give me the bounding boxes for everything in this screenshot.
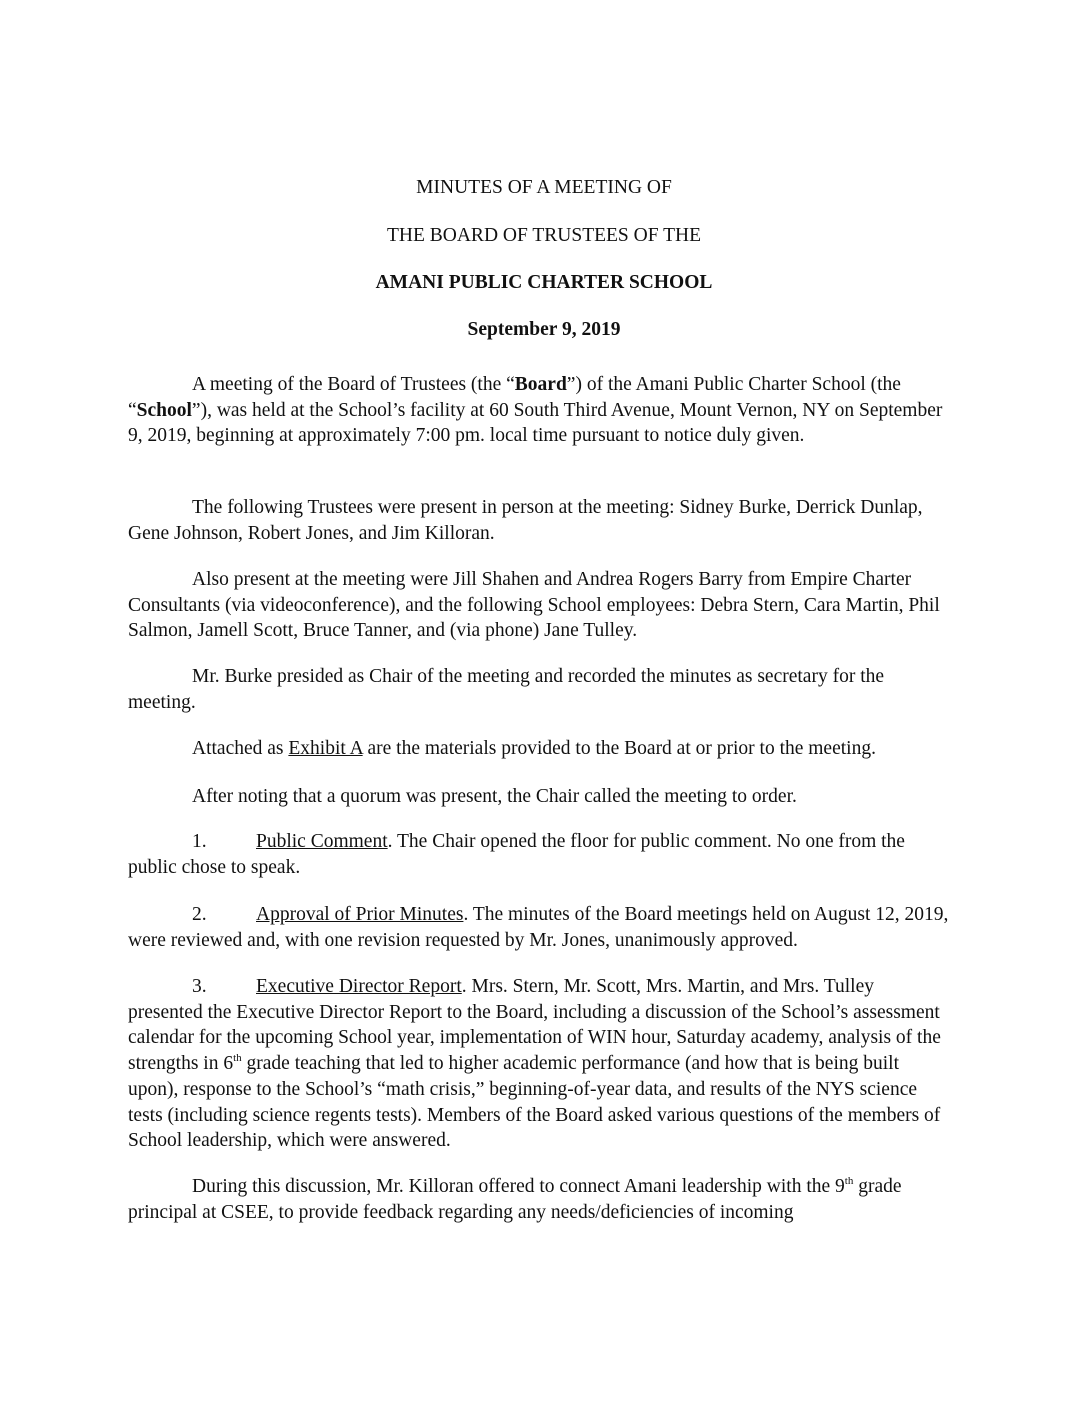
intro-text-a: A meeting of the Board of Trustees (the “: [192, 374, 515, 395]
item-title-prior-minutes: Approval of Prior Minutes: [256, 904, 464, 925]
heading-board: THE BOARD OF TRUSTEES OF THE: [386, 225, 702, 246]
ordinal-suffix: th: [233, 1052, 242, 1065]
paragraph-trustees-present: The following Trustees were present in person at the meeting: Sidney Burke, Derrick Dunlap, Gene Johnson, Robert Jones, and Jim Killoran.: [128, 497, 923, 544]
paragraph-chair: Mr. Burke presided as Chair of the meeting and recorded the minutes as secretary for the meeting.: [128, 666, 885, 713]
heading-school-name: AMANI PUBLIC CHARTER SCHOOL: [375, 272, 713, 293]
item-number: 3.: [192, 976, 207, 997]
discussion-text-b: grade principal at CSEE, to provide feedback regarding any needs/deficiencies of incoming: [128, 1176, 902, 1223]
paragraph-exhibit: [128, 736, 952, 762]
item-text: . The minutes of the Board meetings held on August 12, 2019, were reviewed and, with one revision requested by Mr. Jones, unanimously approved.: [128, 904, 949, 951]
item-title-public-comment: Public Comment: [256, 831, 388, 852]
agenda-item-2: [128, 902, 952, 953]
item-title-ed-report: Executive Director Report: [256, 976, 462, 997]
exhibit-text-a: Attached as: [192, 738, 289, 759]
item-number: 1.: [192, 831, 207, 852]
item-text-a: . Mrs. Stern, Mr. Scott, Mrs. Martin, and Mrs. Tulley presented the Executive Director Report to the Board, including a discussion of the School’s assessment calendar for the upcoming School year, implementation of WIN hour, Saturday academy, analysis of the strengths in 6: [128, 976, 941, 1075]
defined-term-school: School: [136, 399, 192, 421]
exhibit-a-reference: Exhibit A: [288, 738, 363, 759]
paragraph-quorum: After noting that a quorum was present, the Chair called the meeting to order.: [192, 786, 797, 807]
ordinal-suffix: th: [844, 1175, 854, 1187]
intro-text-e: ”), was held at the School’s facility at 60 South Third Avenue, Mount Vernon, NY on September 9, 2019, beginning at approximately 7:00 pm. local time pursuant to notice duly given.: [128, 399, 943, 447]
paragraph-others-present: Also present at the meeting were Jill Shahen and Andrea Rogers Barry from Empire Charter Consultants (via videoconference), and the following School employees: Debra Stern, Cara Martin, Phil Salmon, Jamell Scott, Bruce Tanner, and (via phone) Jane Tulley.: [128, 569, 940, 642]
heading-minutes: MINUTES OF A MEETING OF: [416, 177, 672, 198]
agenda-item-3: [128, 974, 952, 1154]
item-text: . The Chair opened the floor for public comment. No one from the public chose to speak.: [128, 831, 905, 878]
item-text-b: grade teaching that led to higher academic performance (and how that is being built upon), response to the School’s “math crisis,” beginning-of-year data, and results of the NYS science tests (including science regents tests). Members of the Board asked various questions of the members of School leadership, which were answered.: [128, 1053, 941, 1152]
agenda-item-1: [128, 829, 952, 880]
defined-term-board: Board: [514, 374, 567, 395]
intro-text-c: ”) of the Amani Public Charter School (the “: [128, 374, 901, 421]
paragraph-meeting-intro: [128, 372, 952, 449]
paragraph-discussion: [128, 1174, 952, 1225]
discussion-text-a: During this discussion, Mr. Killoran offered to connect Amani leadership with the 9: [192, 1176, 845, 1197]
exhibit-text-b: are the materials provided to the Board at or prior to the meeting.: [362, 738, 876, 759]
item-number: 2.: [192, 904, 207, 925]
heading-date: September 9, 2019: [467, 319, 621, 340]
